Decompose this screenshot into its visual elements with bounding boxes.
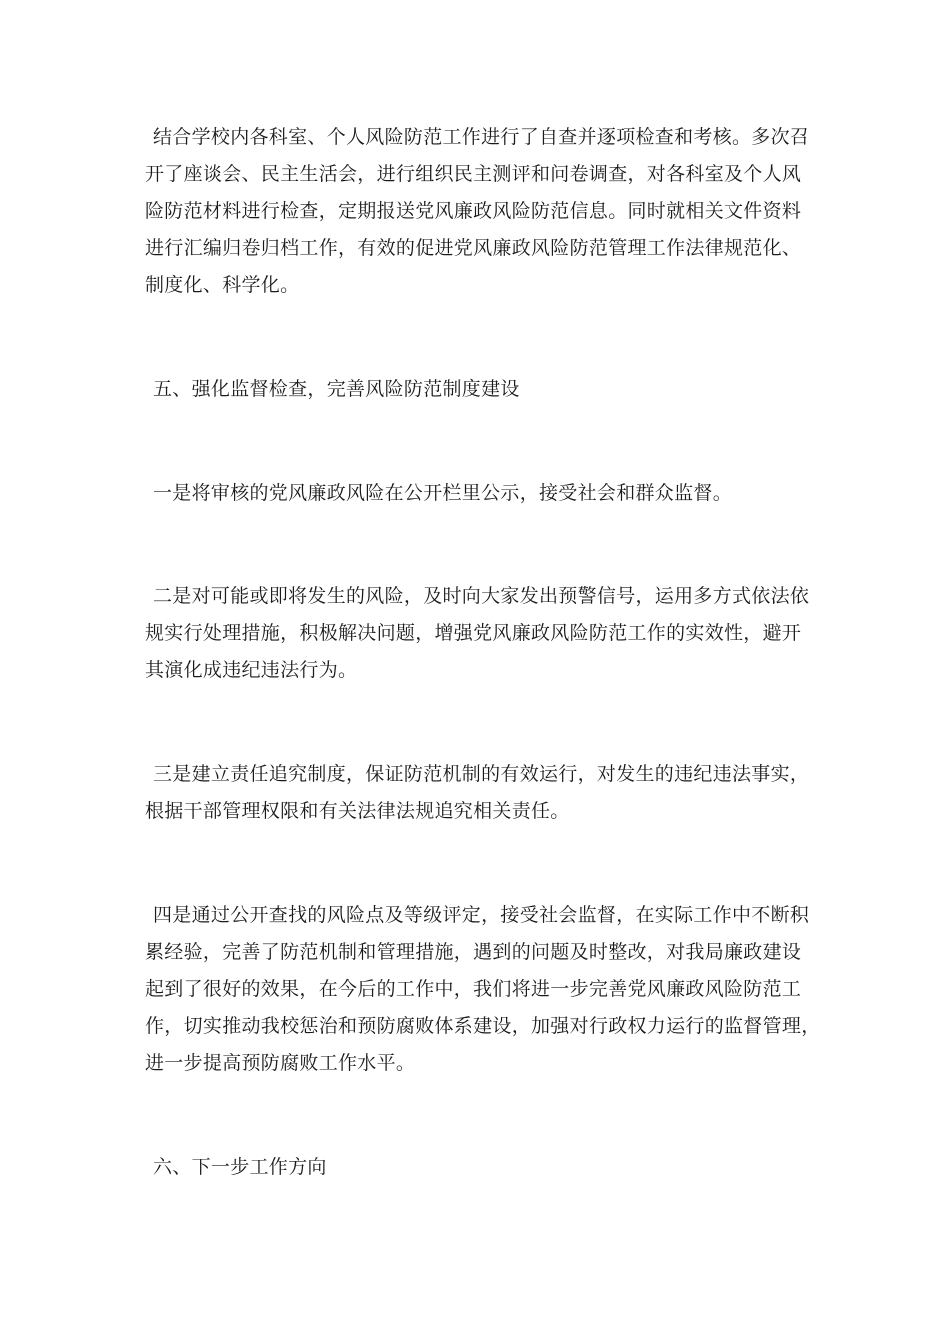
- section-heading-six: [145, 1149, 810, 1186]
- text-line: 开了座谈会、民主生活会，进行组织民主测评和问卷调查，对各科室及个人风: [145, 163, 802, 185]
- text-line: 根据干部管理权限和有关法律法规追究相关责任。: [145, 800, 570, 822]
- text-line: 进行汇编归卷归档工作，有效的促进党风廉政风险防范管理工作法律规范化、: [145, 237, 802, 259]
- text-line: 一是将审核的党风廉政风险在公开栏里公示，接受社会和群众监督。: [153, 482, 733, 504]
- heading-text: 六、下一步工作方向: [153, 1156, 327, 1178]
- text-line: 作，切实推动我校惩治和预防腐败体系建设，加强对行政权力运行的监督管理，: [145, 1015, 821, 1037]
- text-line: 二是对可能或即将发生的风险，及时向大家发出预警信号，运用多方式依法依: [153, 585, 810, 607]
- text-line: 进一步提高预防腐败工作水平。: [145, 1052, 416, 1074]
- heading-text: 五、强化监督检查，完善风险防范制度建设: [153, 378, 520, 400]
- text-line: 三是建立责任追究制度，保证防范机制的有效运行，对发生的违纪违法事实，: [153, 763, 810, 785]
- text-line: 制度化、科学化。: [145, 274, 300, 296]
- text-line: 起到了很好的效果，在今后的工作中，我们将进一步完善党风廉政风险防范工: [145, 978, 802, 1000]
- paragraph-self-inspection: [145, 119, 810, 304]
- text-line: 规实行处理措施，积极解决问题，增强党风廉政风险防范工作的实效性，避开: [145, 622, 802, 644]
- text-line: 险防范材料进行检查，定期报送党风廉政风险防范信息。同时就相关文件资料: [145, 200, 802, 222]
- paragraph-point-one: [145, 475, 810, 512]
- paragraph-point-three: [145, 756, 810, 830]
- text-line: 结合学校内各科室、个人风险防范工作进行了自查并逐项检查和考核。多次召: [153, 126, 810, 148]
- section-heading-five: [145, 371, 810, 408]
- text-line: 累经验，完善了防范机制和管理措施，遇到的问题及时整改，对我局廉政建设: [145, 941, 802, 963]
- text-line: 其演化成违纪违法行为。: [145, 659, 358, 681]
- paragraph-point-four: [145, 897, 821, 1082]
- paragraph-point-two: [145, 578, 810, 689]
- text-line: 四是通过公开查找的风险点及等级评定，接受社会监督，在实际工作中不断积: [153, 904, 810, 926]
